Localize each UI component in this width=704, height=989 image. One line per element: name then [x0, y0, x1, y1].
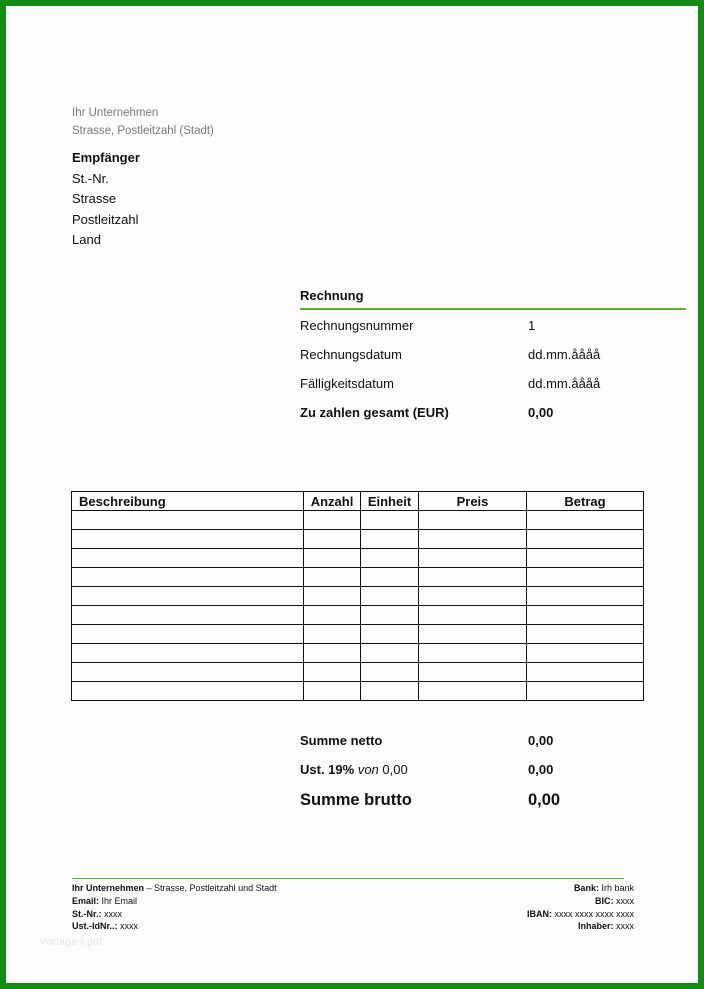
header-amount: Betrag: [527, 492, 644, 511]
table-cell: [419, 644, 527, 663]
table-cell: [527, 530, 644, 549]
table-cell: [419, 568, 527, 587]
footer-email-value: Ihr Email: [101, 895, 138, 906]
table-cell: [304, 587, 361, 606]
table-cell: [527, 511, 644, 530]
table-cell: [527, 644, 644, 663]
footer-company-info: [72, 882, 277, 933]
table-cell: [361, 587, 419, 606]
table-row: [72, 587, 644, 606]
table-cell: [361, 606, 419, 625]
invoice-date-value: dd.mm.åååå: [528, 347, 601, 362]
due-date-value: dd.mm.åååå: [528, 376, 601, 391]
table-cell: [304, 663, 361, 682]
table-cell: [72, 587, 304, 606]
net-sum-value: 0,00: [528, 733, 554, 748]
footer-bank-info: [527, 882, 634, 933]
table-cell: [527, 568, 644, 587]
table-cell: [527, 625, 644, 644]
table-cell: [419, 625, 527, 644]
header-unit: Einheit: [361, 492, 419, 511]
table-cell: [304, 549, 361, 568]
footer-stnr-label: St.-Nr.:: [72, 908, 102, 919]
total-due-value: 0,00: [528, 405, 554, 420]
recipient-street-no: St.-Nr.: [72, 170, 109, 186]
sender-address: Strasse, Postleitzahl (Stadt): [72, 125, 214, 137]
table-cell: [361, 663, 419, 682]
footer-company-address: – Strasse, Postleitzahl und Stadt: [146, 883, 277, 893]
table-cell: [527, 587, 644, 606]
table-cell: [304, 568, 361, 587]
table-cell: [304, 606, 361, 625]
table-cell: [419, 530, 527, 549]
invoice-number-label: Rechnungsnummer: [300, 318, 414, 333]
table-cell: [527, 682, 644, 701]
table-row: [72, 530, 644, 549]
footer-company: Ihr Unternehmen: [72, 883, 145, 893]
table-cell: [361, 644, 419, 663]
footer-holder-value: xxxx: [616, 921, 634, 932]
table-cell: [72, 663, 304, 682]
table-cell: [527, 663, 644, 682]
table-cell: [72, 568, 304, 587]
table-cell: [419, 682, 527, 701]
table-cell: [361, 549, 419, 568]
table-cell: [72, 530, 304, 549]
tax-label: [300, 762, 408, 777]
gross-sum-value: 0,00: [528, 791, 561, 809]
table-cell: [304, 682, 361, 701]
footer-bank-value: Irh bank: [601, 883, 634, 893]
table-cell: [361, 530, 419, 549]
table-cell: [304, 644, 361, 663]
table-row: [72, 682, 644, 701]
gross-sum-label: Summe brutto: [300, 791, 412, 809]
table-header-row: [72, 492, 644, 511]
table-cell: [72, 682, 304, 701]
total-due-label: Zu zahlen gesamt (EUR): [300, 405, 449, 420]
table-cell: [419, 587, 527, 606]
table-cell: [419, 511, 527, 530]
recipient-postcode: Postleitzahl: [72, 211, 139, 227]
tax-value: 0,00: [528, 762, 554, 777]
table-cell: [361, 625, 419, 644]
footer-ustid-value: xxxx: [120, 921, 139, 932]
table-cell: [419, 606, 527, 625]
table-row: [72, 606, 644, 625]
table-cell: [72, 511, 304, 530]
table-row: [72, 511, 644, 530]
footer-email-label: Email:: [72, 895, 100, 906]
invoice-title: Rechnung: [300, 288, 364, 303]
header-quantity: Anzahl: [304, 492, 361, 511]
table-row: [72, 568, 644, 587]
table-cell: [361, 511, 419, 530]
sender-company: Ihr Unternehmen: [72, 107, 159, 119]
footer-bank-label: Bank:: [573, 883, 599, 893]
sender-block: [72, 104, 214, 140]
table-cell: [419, 663, 527, 682]
table-cell: [361, 568, 419, 587]
recipient-street: Strasse: [72, 191, 117, 206]
table-row: [72, 644, 644, 663]
table-cell: [527, 606, 644, 625]
table-cell: [72, 644, 304, 663]
table-row: [72, 625, 644, 644]
footer-bic-value: xxxx: [616, 895, 634, 906]
table-cell: [72, 625, 304, 644]
footer-iban-value: xxxx xxxx xxxx xxxx: [554, 908, 634, 919]
recipient-name: Empfänger: [72, 150, 140, 165]
footer-divider: [72, 878, 624, 879]
table-cell: [527, 549, 644, 568]
due-date-label: Fälligkeitsdatum: [300, 376, 394, 391]
header-description: Beschreibung: [72, 492, 304, 511]
footer-ustid-label: Ust.-IdNr..:: [72, 921, 118, 932]
table-cell: [304, 530, 361, 549]
net-sum-label: Summe netto: [300, 733, 383, 748]
invoice-date-label: Rechnungsdatum: [300, 347, 402, 362]
footer-holder-label: Inhaber:: [577, 921, 614, 932]
table-cell: [304, 625, 361, 644]
line-items-table: [71, 491, 644, 701]
table-row: [72, 549, 644, 568]
watermark: Vorlage | pdf: [40, 937, 103, 948]
tax-base: 0,00: [382, 762, 408, 777]
table-cell: [72, 606, 304, 625]
table-cell: [304, 511, 361, 530]
footer-stnr-value: xxxx: [104, 908, 123, 919]
table-body: [72, 511, 644, 701]
table-cell: [72, 549, 304, 568]
tax-rate: Ust. 19%: [300, 762, 355, 777]
recipient-country: Land: [72, 232, 101, 247]
header-price: Preis: [419, 492, 527, 511]
footer-iban-label: IBAN:: [526, 908, 552, 919]
tax-von: von: [357, 762, 379, 777]
table-cell: [419, 549, 527, 568]
table-cell: [361, 682, 419, 701]
invoice-title-underline: [300, 308, 686, 310]
table-row: [72, 663, 644, 682]
recipient-block: [72, 148, 140, 251]
invoice-number-value: 1: [528, 318, 536, 333]
footer-bic-label: BIC:: [594, 895, 614, 906]
